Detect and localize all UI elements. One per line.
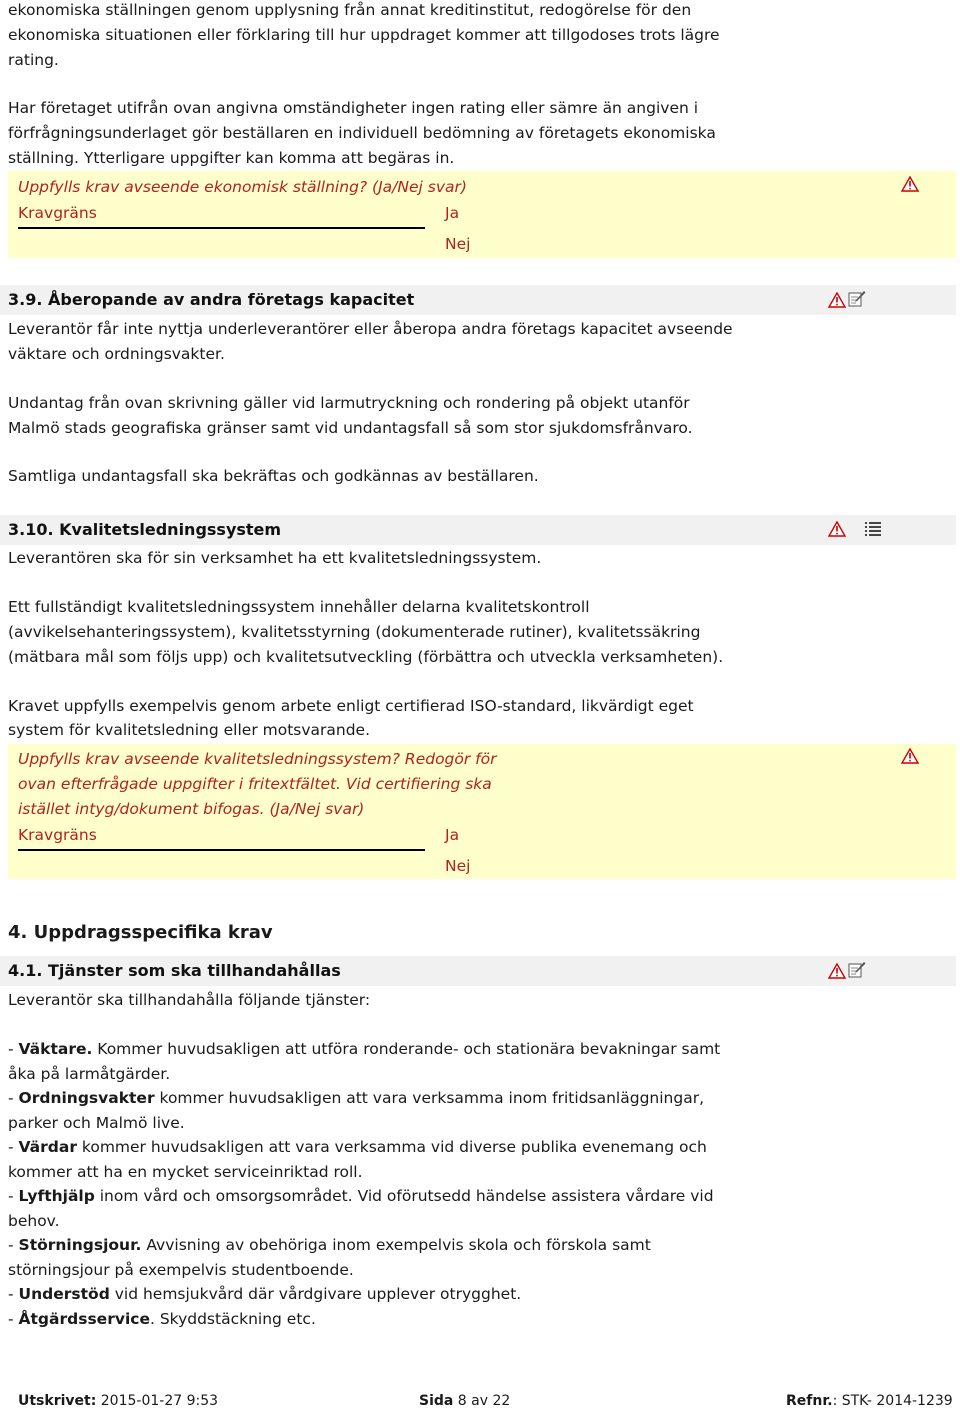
section-heading-3-10: [0, 515, 956, 545]
paragraph-line: väktare och ordningsvakter.: [8, 345, 225, 363]
footer-printed: Utskrivet: 2015-01-27 9:53: [18, 1393, 219, 1409]
warning-icon: [828, 292, 846, 308]
list-item: - Ordningsvakter kommer huvudsakligen att vara verksamma inom fritidsanläggningar,: [8, 1089, 705, 1107]
section-heading-3-9: [0, 285, 956, 315]
list-item: - Lyfthjälp inom vård och omsorgsområdet. Vid oförutsedd händelse assistera vårdare vid: [8, 1187, 714, 1205]
section-title: 3.9. Åberopande av andra företags kapacitet: [8, 290, 415, 309]
question-text: istället intyg/dokument bifogas. (Ja/Nej svar): [18, 800, 365, 818]
footer-page: Sida 8 av 22: [419, 1393, 511, 1409]
list-item: - Värdar kommer huvudsakligen att vara verksamma vid diverse publika evenemang och: [8, 1138, 707, 1156]
paragraph-line: Leverantören ska för sin verksamhet ha ett kvalitetsledningssystem.: [8, 549, 542, 567]
section-title: 3.10. Kvalitetsledningssystem: [8, 520, 282, 539]
paragraph-line: (avvikelsehanteringssystem), kvalitetsstyrning (dokumenterade rutiner), kvalitetssäkring: [8, 623, 701, 641]
intro-line: Har företaget utifrån ovan angivna omständigheter ingen rating eller sämre än angiven i: [8, 99, 699, 117]
paragraph-line: Leverantör får inte nyttja underleverantörer eller åberopa andra företags kapacitet avseende: [8, 320, 733, 338]
question-text: Uppfylls krav avseende kvalitetsledningssystem? Redogör för: [18, 750, 497, 768]
paragraph-line: Malmö stads geografiska gränser samt vid undantagsfall så som stor sjukdomsfrånvaro.: [8, 419, 693, 437]
list-icon[interactable]: [864, 521, 882, 537]
answer-no[interactable]: Nej: [445, 235, 471, 253]
paragraph-line: Leverantör ska tillhandahålla följande tjänster:: [8, 991, 371, 1009]
paragraph-line: system för kvalitetsledning eller motsvarande.: [8, 721, 371, 739]
paragraph-line: Undantag från ovan skrivning gäller vid larmutryckning och rondering på objekt utanför: [8, 394, 690, 412]
list-item: - Väktare. Kommer huvudsakligen att utföra ronderande- och stationära bevakningar samt: [8, 1040, 721, 1058]
question-text: Uppfylls krav avseende ekonomisk ställning? (Ja/Nej svar): [18, 178, 467, 196]
paragraph-line: Ett fullständigt kvalitetsledningssystem innehåller delarna kvalitetskontroll: [8, 598, 590, 616]
intro-line: förfrågningsunderlaget gör beställaren en individuell bedömning av företagets ekonomiska: [8, 124, 716, 142]
edit-icon[interactable]: [848, 961, 866, 979]
footer-ref: Refnr.: STK- 2014-1239: [786, 1393, 953, 1409]
warning-icon: [901, 176, 919, 192]
answer-yes[interactable]: Ja: [445, 204, 460, 222]
warning-icon: [901, 748, 919, 764]
chapter-heading-4: 4. Uppdragsspecifika krav: [8, 922, 273, 943]
list-item-continuation: parker och Malmö live.: [8, 1114, 185, 1132]
question-box-quality: [8, 744, 956, 879]
list-item: - Understöd vid hemsjukvård där vårdgivare upplever otrygghet.: [8, 1285, 522, 1303]
kravgrans-label: Kravgräns: [18, 204, 97, 222]
paragraph-line: Kravet uppfylls exempelvis genom arbete enligt certifierad ISO-standard, likvärdigt eget: [8, 697, 694, 715]
question-text: ovan efterfrågade uppgifter i fritextfältet. Vid certifiering ska: [18, 775, 492, 793]
intro-line: ekonomiska situationen eller förklaring till hur uppdraget kommer att tillgodoses trots lägre: [8, 26, 720, 44]
kravgrans-line: [18, 227, 425, 229]
list-item-continuation: kommer att ha en mycket serviceinriktad roll.: [8, 1163, 363, 1181]
intro-line: ekonomiska ställningen genom upplysning från annat kreditinstitut, redogörelse för den: [8, 1, 692, 19]
list-item: - Störningsjour. Avvisning av obehöriga inom exempelvis skola och förskola samt: [8, 1236, 651, 1254]
intro-line: ställning. Ytterligare uppgifter kan komma att begäras in.: [8, 149, 455, 167]
list-item: - Åtgärdsservice. Skyddstäckning etc.: [8, 1310, 316, 1328]
warning-icon: [828, 521, 846, 537]
list-item-continuation: åka på larmåtgärder.: [8, 1065, 171, 1083]
paragraph-line: Samtliga undantagsfall ska bekräftas och godkännas av beställaren.: [8, 467, 539, 485]
answer-yes[interactable]: Ja: [445, 826, 460, 844]
answer-no[interactable]: Nej: [445, 857, 471, 875]
list-item-continuation: störningsjour på exempelvis studentboende.: [8, 1261, 354, 1279]
section-title: 4.1. Tjänster som ska tillhandahållas: [8, 961, 341, 980]
list-item-continuation: behov.: [8, 1212, 60, 1230]
section-heading-4-1: [0, 956, 956, 986]
question-box-economic: [8, 171, 956, 258]
paragraph-line: (mätbara mål som följs upp) och kvalitetsutveckling (förbättra och utveckla verksamheten).: [8, 648, 724, 666]
intro-line: rating.: [8, 51, 59, 69]
warning-icon: [828, 963, 846, 979]
edit-icon[interactable]: [848, 290, 866, 308]
kravgrans-label: Kravgräns: [18, 826, 97, 844]
kravgrans-line: [18, 849, 425, 851]
